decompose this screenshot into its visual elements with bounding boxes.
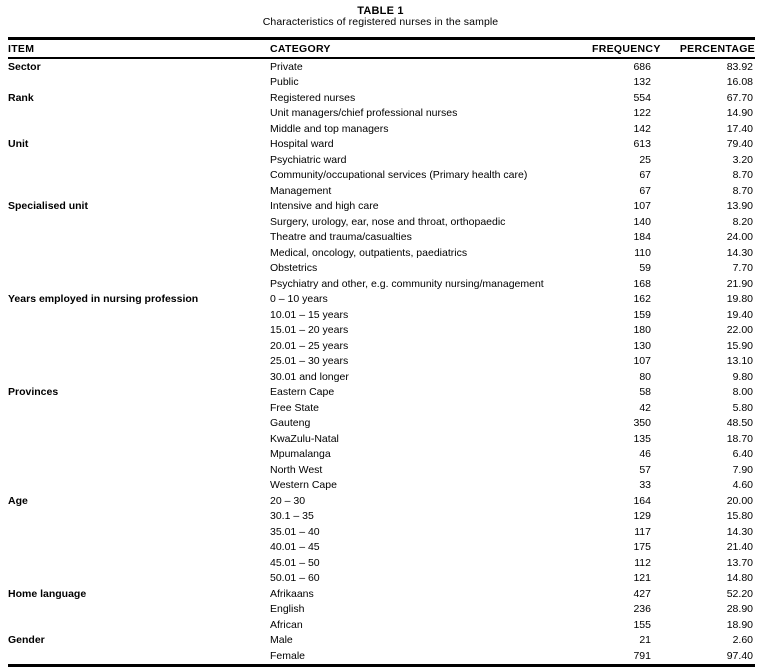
item-cell: [8, 571, 270, 587]
category-cell: 45.01 – 50: [270, 556, 320, 569]
percentage-cell: 3.20: [732, 153, 753, 166]
frequency-cell: 117: [634, 525, 651, 538]
percentage-cell: 18.70: [726, 432, 753, 445]
frequency-cell: 59: [639, 262, 651, 275]
percentage-cell: 8.20: [732, 215, 753, 228]
percentage-cell: 19.40: [726, 308, 753, 321]
frequency-cell: 554: [633, 91, 651, 104]
table-row: [8, 416, 755, 432]
category-cell: Afrikaans: [270, 587, 314, 600]
frequency-cell: 135: [633, 432, 651, 445]
table-row: [8, 152, 755, 168]
item-cell: [8, 168, 270, 184]
percentage-cell: 83.92: [726, 60, 753, 73]
item-cell: [8, 338, 270, 354]
category-cell: 30.1 – 35: [270, 510, 314, 523]
item-cell: [8, 369, 270, 385]
category-cell: 35.01 – 40: [270, 525, 320, 538]
category-cell: 10.01 – 15 years: [270, 308, 349, 321]
frequency-cell: 140: [633, 215, 651, 228]
percentage-cell: 14.80: [726, 572, 753, 585]
frequency-cell: 613: [633, 138, 651, 151]
percentage-cell: 8.00: [732, 386, 753, 399]
percentage-cell: 67.70: [726, 91, 753, 104]
table-row: [8, 90, 755, 106]
item-cell: [8, 230, 270, 246]
table-body: [8, 58, 755, 665]
percentage-cell: 13.10: [726, 355, 753, 368]
item-cell: [8, 447, 270, 463]
percentage-cell: 15.80: [726, 510, 753, 523]
item-cell: [8, 416, 270, 432]
table-row: [8, 648, 755, 665]
category-cell: Eastern Cape: [270, 386, 335, 399]
frequency-cell: 350: [633, 417, 651, 430]
item-cell: [8, 323, 270, 339]
frequency-cell: 67: [639, 169, 651, 182]
category-cell: Unit managers/chief professional nurses: [270, 107, 458, 120]
frequency-cell: 122: [633, 107, 651, 120]
table-row: [8, 230, 755, 246]
item-cell: [8, 509, 270, 525]
item-cell: [8, 261, 270, 277]
percentage-cell: 2.60: [732, 634, 753, 647]
percentage-cell: 9.80: [732, 370, 753, 383]
frequency-cell: 130: [633, 339, 651, 352]
category-cell: Private: [270, 60, 303, 73]
frequency-cell: 155: [633, 618, 651, 631]
frequency-cell: 112: [634, 556, 651, 569]
category-cell: 20.01 – 25 years: [270, 339, 349, 352]
category-cell: Obstetrics: [270, 262, 318, 275]
percentage-cell: 24.00: [726, 231, 753, 244]
category-cell: Mpumalanga: [270, 448, 331, 461]
frequency-cell: 110: [634, 246, 651, 259]
frequency-cell: 162: [633, 293, 651, 306]
percentage-cell: 18.90: [726, 618, 753, 631]
item-cell: Unit: [8, 138, 29, 151]
category-cell: Hospital ward: [270, 138, 334, 151]
item-cell: [8, 431, 270, 447]
item-cell: [8, 307, 270, 323]
item-cell: [8, 152, 270, 168]
table-row: [8, 462, 755, 478]
frequency-cell: 142: [633, 122, 651, 135]
percentage-cell: 8.70: [732, 169, 753, 182]
percentage-cell: 16.08: [726, 76, 753, 89]
column-header-percentage: PERCENTAGE: [658, 39, 755, 59]
percentage-cell: 28.90: [726, 603, 753, 616]
table-header-row: [8, 39, 755, 59]
item-cell: [8, 540, 270, 556]
table-row: [8, 75, 755, 91]
frequency-cell: 67: [639, 184, 651, 197]
item-cell: Specialised unit: [8, 200, 88, 213]
table-row: [8, 400, 755, 416]
percentage-cell: 7.70: [732, 262, 753, 275]
table-row: [8, 602, 755, 618]
table-row: [8, 137, 755, 153]
table-row: [8, 385, 755, 401]
table-title: TABLE 1: [357, 5, 404, 17]
item-cell: [8, 121, 270, 137]
frequency-cell: 132: [633, 76, 651, 89]
table-row: [8, 633, 755, 649]
table-row: [8, 121, 755, 137]
percentage-cell: 21.40: [726, 541, 753, 554]
table-row: [8, 447, 755, 463]
percentage-cell: 6.40: [732, 448, 753, 461]
item-cell: [8, 245, 270, 261]
item-cell: Age: [8, 494, 28, 507]
item-cell: [8, 648, 270, 665]
table-row: [8, 509, 755, 525]
frequency-cell: 107: [633, 355, 651, 368]
table-subtitle: Characteristics of registered nurses in the sample: [262, 16, 499, 28]
table-row: [8, 617, 755, 633]
percentage-cell: 52.20: [726, 587, 753, 600]
table-row: [8, 571, 755, 587]
table-row: [8, 431, 755, 447]
table-row: [8, 586, 755, 602]
item-cell: [8, 617, 270, 633]
item-cell: [8, 462, 270, 478]
percentage-cell: 48.50: [726, 417, 753, 430]
category-cell: Gauteng: [270, 417, 311, 430]
frequency-cell: 107: [633, 200, 651, 213]
category-cell: Medical, oncology, outpatients, paediatrics: [270, 246, 468, 259]
frequency-cell: 46: [639, 448, 651, 461]
category-cell: Surgery, urology, ear, nose and throat, orthopaedic: [270, 215, 506, 228]
item-cell: [8, 75, 270, 91]
frequency-cell: 25: [639, 153, 651, 166]
category-cell: Intensive and high care: [270, 200, 379, 213]
table-row: [8, 369, 755, 385]
item-cell: [8, 400, 270, 416]
table-row: [8, 168, 755, 184]
category-cell: Management: [270, 184, 332, 197]
table-row: [8, 555, 755, 571]
category-cell: Middle and top managers: [270, 122, 389, 135]
frequency-cell: 164: [633, 494, 651, 507]
percentage-cell: 17.40: [726, 122, 753, 135]
category-cell: 40.01 – 45: [270, 541, 320, 554]
item-cell: Years employed in nursing profession: [8, 293, 199, 306]
percentage-cell: 20.00: [726, 494, 753, 507]
table-row: [8, 199, 755, 215]
frequency-cell: 42: [639, 401, 651, 414]
table-row: [8, 214, 755, 230]
percentage-cell: 14.90: [726, 107, 753, 120]
percentage-cell: 14.30: [726, 246, 753, 259]
percentage-cell: 19.80: [726, 293, 753, 306]
item-cell: [8, 183, 270, 199]
item-cell: Home language: [8, 587, 87, 600]
category-cell: 15.01 – 20 years: [270, 324, 349, 337]
item-cell: [8, 478, 270, 494]
column-header-frequency: FREQUENCY: [592, 39, 658, 59]
percentage-cell: 7.90: [732, 463, 753, 476]
frequency-cell: 180: [633, 324, 651, 337]
table-row: [8, 106, 755, 122]
category-cell: Registered nurses: [270, 91, 356, 104]
table-row: [8, 493, 755, 509]
category-cell: 20 – 30: [270, 494, 306, 507]
frequency-cell: 121: [633, 572, 651, 585]
item-cell: [8, 106, 270, 122]
category-cell: English: [270, 603, 305, 616]
table-row: [8, 276, 755, 292]
percentage-cell: 13.90: [726, 200, 753, 213]
frequency-cell: 129: [633, 510, 651, 523]
column-header-item: ITEM: [8, 39, 270, 59]
table-row: [8, 524, 755, 540]
nurses-characteristics-table: [8, 37, 755, 667]
category-cell: Psychiatry and other, e.g. community nursing/management: [270, 277, 544, 290]
table-row: [8, 292, 755, 308]
percentage-cell: 4.60: [732, 479, 753, 492]
category-cell: 25.01 – 30 years: [270, 355, 349, 368]
table-row: [8, 245, 755, 261]
frequency-cell: 791: [633, 649, 651, 662]
percentage-cell: 21.90: [726, 277, 753, 290]
percentage-cell: 79.40: [726, 138, 753, 151]
category-cell: Male: [270, 634, 293, 647]
category-cell: 0 – 10 years: [270, 293, 328, 306]
table-row: [8, 540, 755, 556]
category-cell: Public: [270, 76, 299, 89]
table-row: [8, 307, 755, 323]
frequency-cell: 58: [639, 386, 651, 399]
column-header-category: CATEGORY: [270, 39, 592, 59]
category-cell: Western Cape: [270, 479, 337, 492]
item-cell: Gender: [8, 634, 45, 647]
frequency-cell: 686: [633, 60, 651, 73]
table-row: [8, 354, 755, 370]
table-row: [8, 323, 755, 339]
category-cell: North West: [270, 463, 323, 476]
frequency-cell: 168: [633, 277, 651, 290]
category-cell: 30.01 and longer: [270, 370, 349, 383]
frequency-cell: 80: [639, 370, 651, 383]
frequency-cell: 236: [633, 603, 651, 616]
table-row: [8, 478, 755, 494]
percentage-cell: 22.00: [726, 324, 753, 337]
table-row: [8, 338, 755, 354]
percentage-cell: 5.80: [732, 401, 753, 414]
item-cell: [8, 276, 270, 292]
table-row: [8, 183, 755, 199]
category-cell: 50.01 – 60: [270, 572, 320, 585]
table-header: [8, 39, 755, 59]
frequency-cell: 175: [633, 541, 651, 554]
table-title-block: [0, 5, 761, 28]
frequency-cell: 159: [633, 308, 651, 321]
category-cell: KwaZulu-Natal: [270, 432, 339, 445]
frequency-cell: 33: [639, 479, 651, 492]
percentage-cell: 8.70: [732, 184, 753, 197]
item-cell: [8, 354, 270, 370]
table-row: [8, 58, 755, 75]
percentage-cell: 97.40: [726, 649, 753, 662]
item-cell: Sector: [8, 60, 41, 73]
item-cell: [8, 602, 270, 618]
frequency-cell: 57: [639, 463, 651, 476]
category-cell: Female: [270, 649, 306, 662]
category-cell: Theatre and trauma/casualties: [270, 231, 412, 244]
item-cell: [8, 214, 270, 230]
table-row: [8, 261, 755, 277]
frequency-cell: 427: [633, 587, 651, 600]
percentage-cell: 15.90: [726, 339, 753, 352]
item-cell: [8, 524, 270, 540]
item-cell: Provinces: [8, 386, 59, 399]
category-cell: African: [270, 618, 303, 631]
category-cell: Community/occupational services (Primary health care): [270, 169, 528, 182]
percentage-cell: 14.30: [726, 525, 753, 538]
frequency-cell: 184: [633, 231, 651, 244]
category-cell: Psychiatric ward: [270, 153, 347, 166]
percentage-cell: 13.70: [726, 556, 753, 569]
item-cell: Rank: [8, 91, 34, 104]
frequency-cell: 21: [639, 634, 651, 647]
category-cell: Free State: [270, 401, 320, 414]
item-cell: [8, 555, 270, 571]
